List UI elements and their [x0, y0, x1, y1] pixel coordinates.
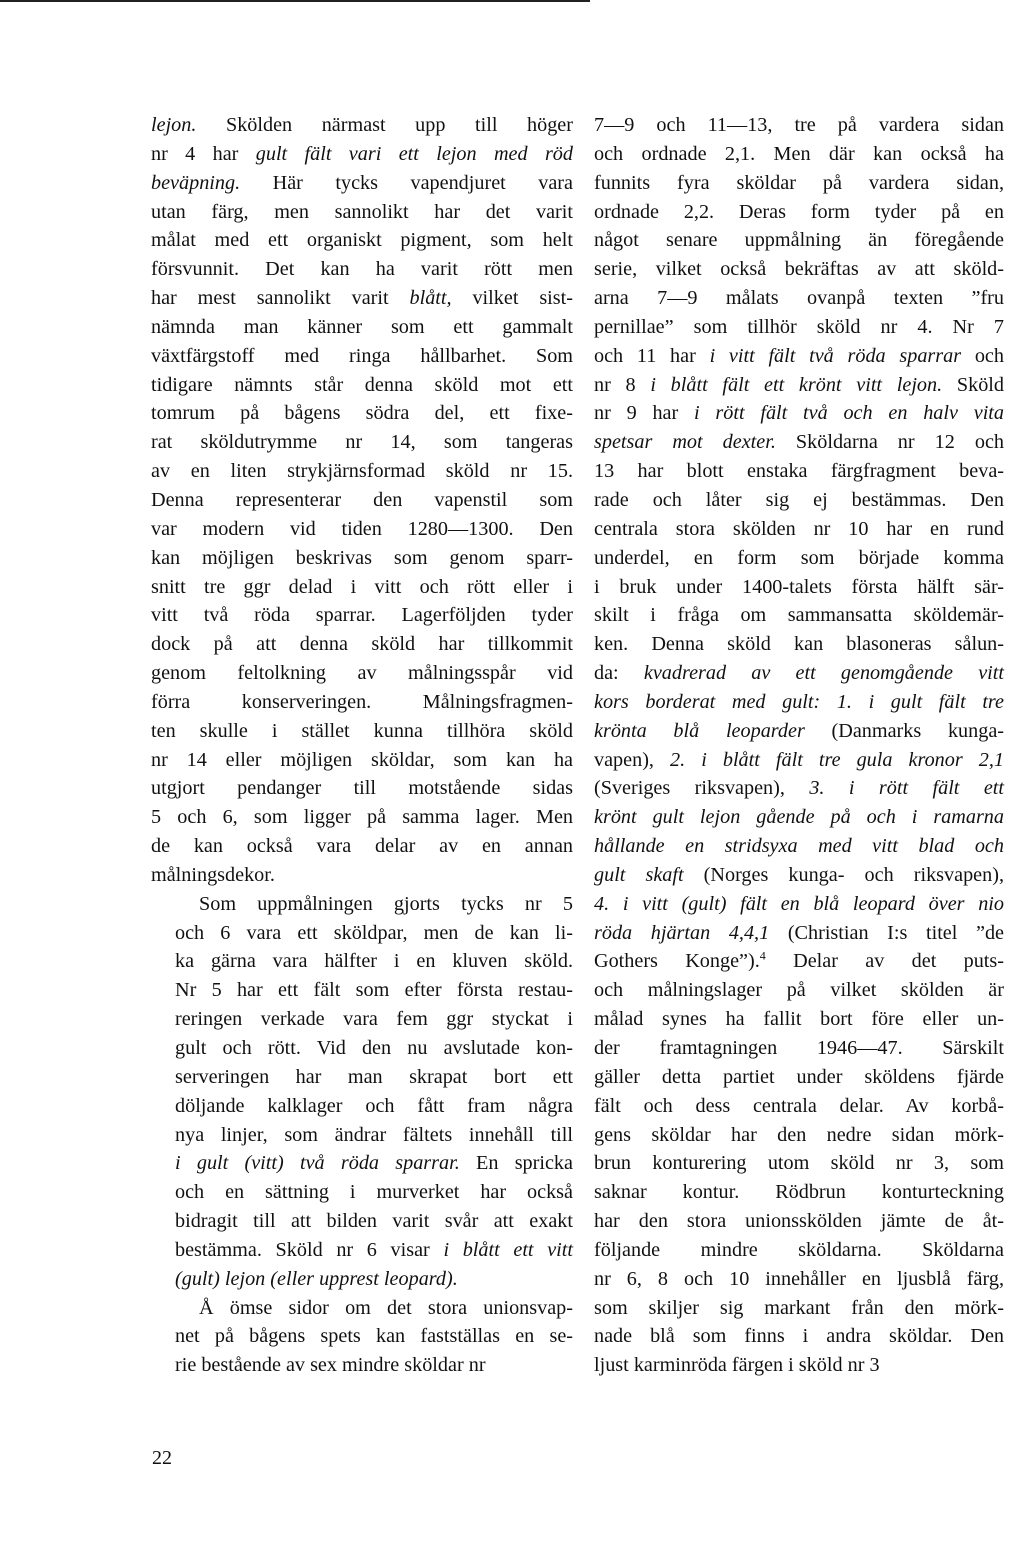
text-line — [594, 226, 1004, 255]
text-line — [594, 688, 1004, 717]
text-line — [594, 1322, 1004, 1351]
paragraph — [151, 111, 573, 890]
text-run: målningsdekor. — [151, 863, 275, 886]
text-run: försvunnit. Det kan ha varit rött men — [151, 258, 573, 281]
text-run: ljust karminröda färgen i sköld nr 3 — [594, 1354, 880, 1377]
text-line — [151, 1265, 573, 1294]
text-line — [594, 544, 1004, 573]
text-run: var modern vid tiden 1280—1300. Den — [151, 517, 573, 540]
text-run: Som uppmålningen gjorts tycks nr 5 — [199, 892, 573, 915]
text-run: och 6 vara ett sköldpar, men de kan li- — [175, 921, 573, 944]
text-run: nr 8 — [594, 373, 651, 396]
text-run: nr 6, 8 och 10 innehåller en ljusblå färg, — [594, 1267, 1004, 1290]
text-line — [151, 140, 573, 169]
text-line — [594, 1149, 1004, 1178]
text-line — [594, 1265, 1004, 1294]
text-line — [594, 1034, 1004, 1063]
text-run: de kan också vara delar av en annan — [151, 835, 573, 858]
text-run: följande mindre sköldarna. Sköldarna — [594, 1238, 1004, 1261]
text-line — [594, 486, 1004, 515]
text-run: kan möjligen beskrivas som genom sparr- — [151, 546, 573, 569]
text-line — [151, 399, 573, 428]
text-run: nr 9 har — [594, 402, 695, 425]
text-run: gult skaft — [594, 863, 684, 886]
paragraph — [151, 890, 573, 1294]
text-run: nr 4 har — [151, 142, 256, 165]
text-line — [151, 1178, 573, 1207]
text-run: gult fält vari ett lejon med röd — [255, 142, 573, 165]
text-line — [151, 1322, 573, 1351]
text-line — [594, 803, 1004, 832]
text-line — [594, 342, 1004, 371]
text-line — [594, 255, 1004, 284]
right-column — [594, 111, 1004, 1380]
text-run: vapen), — [594, 748, 671, 771]
text-line — [594, 169, 1004, 198]
text-line — [151, 774, 573, 803]
text-run: (Danmarks kunga- — [804, 719, 1004, 742]
text-run: snitt tre ggr delad i vitt och rött eller i — [151, 575, 573, 598]
text-line — [151, 198, 573, 227]
text-line — [151, 255, 573, 284]
text-run: Sköldarna nr 12 och — [775, 431, 1004, 454]
text-line — [594, 1351, 1004, 1380]
text-run: Delar av det puts- — [765, 950, 1004, 973]
text-line — [151, 1034, 573, 1063]
text-run: i blått fält ett krönt vitt lejon. — [650, 373, 943, 396]
text-run: Här tycks vapendjuret vara — [240, 171, 573, 194]
text-run: nya linjer, som ändrar fältets innehåll till — [175, 1123, 573, 1146]
text-run: fält och dess centrala delar. Av korbå- — [594, 1094, 1004, 1117]
text-run: rie bestående av sex mindre sköldar nr — [175, 1354, 486, 1377]
paragraph — [151, 1294, 573, 1381]
text-run: och ordnade 2,1. Men där kan också ha — [594, 142, 1004, 165]
text-line — [594, 717, 1004, 746]
text-line — [594, 1063, 1004, 1092]
text-line — [151, 919, 573, 948]
text-run: och 11 har — [594, 344, 710, 367]
text-run: 3. i rött fält ett — [809, 777, 1004, 800]
text-run: En spricka — [459, 1152, 573, 1175]
text-run: tidigare nämnts står denna sköld mot ett — [151, 373, 573, 396]
paragraph — [594, 111, 1004, 1380]
text-line — [151, 659, 573, 688]
text-run: röda hjärtan 4,4,1 — [594, 921, 770, 944]
text-run: Å ömse sidor om det stora unionsvap- — [199, 1296, 573, 1319]
text-line — [594, 1092, 1004, 1121]
text-run: centrala stora skölden nr 10 har en rund — [594, 517, 1004, 540]
text-run: underdel, en form som började komma — [594, 546, 1004, 569]
text-line — [151, 573, 573, 602]
text-line — [594, 1236, 1004, 1265]
text-line — [594, 1178, 1004, 1207]
text-run: (gult) lejon (eller upprest leopard). — [175, 1267, 458, 1290]
text-run: nämnda man känner som ett gammalt — [151, 315, 573, 338]
left-column — [151, 111, 573, 1380]
text-run: kvadrerad av ett genomgående vitt — [643, 662, 1004, 685]
text-line — [151, 890, 573, 919]
text-run: i rött fält två och en halv vita — [694, 402, 1005, 425]
text-line — [151, 342, 573, 371]
text-line — [594, 919, 1004, 948]
text-line — [151, 976, 573, 1005]
text-line — [594, 1207, 1004, 1236]
text-run: i bruk under 1400-talets första hälft sär- — [594, 575, 1004, 598]
text-run: har den stora unionsskölden jämte de åt- — [594, 1210, 1004, 1233]
text-line — [594, 746, 1004, 775]
text-run: i vitt fält två röda sparrar — [709, 344, 962, 367]
top-rule — [0, 0, 590, 2]
text-run: (Christian I:s titel ”de — [769, 921, 1004, 944]
text-run: ten skulle i stället kunna tillhöra sköld — [151, 719, 573, 742]
text-run: 2. i blått fält tre gula kronor 2,1 — [670, 748, 1004, 771]
text-run: Sköld — [942, 373, 1004, 396]
text-run: blått, — [409, 287, 452, 310]
text-run: reringen verkade vara fem ggr styckat i — [175, 1008, 573, 1031]
text-line — [151, 1149, 573, 1178]
text-run: serveringen har man skrapat bort ett — [175, 1065, 573, 1088]
text-run: da: — [594, 662, 644, 685]
text-line — [594, 457, 1004, 486]
text-run: arna 7—9 målats ovanpå texten ”fru — [594, 287, 1004, 310]
text-run: Skölden närmast upp till höger — [196, 114, 573, 136]
text-line — [594, 601, 1004, 630]
text-line — [594, 371, 1004, 400]
text-run: och en sättning i murverket har också — [175, 1181, 573, 1204]
text-run: och — [961, 344, 1004, 367]
text-run: nade blå som finns i andra sköldar. Den — [594, 1325, 1004, 1348]
page-number: 22 — [152, 1447, 172, 1469]
text-run: tomrum på bågens södra del, ett fixe- — [151, 402, 573, 425]
text-run: Gothers Konge”). — [594, 950, 760, 973]
text-run: nr 14 eller möjligen sköldar, som kan ha — [151, 748, 573, 771]
text-line — [594, 198, 1004, 227]
text-run: har mest sannolikt varit — [151, 287, 410, 310]
text-line — [594, 1005, 1004, 1034]
text-line — [151, 1005, 573, 1034]
text-line — [151, 486, 573, 515]
text-line — [151, 861, 573, 890]
text-run: något senare uppmålning än föregående — [594, 229, 1004, 252]
text-run: der framtagningen 1946—47. Särskilt — [594, 1037, 1004, 1059]
footnote-ref: 4 — [759, 948, 766, 963]
text-line — [151, 1207, 573, 1236]
text-run: i gult (vitt) två röda sparrar. — [175, 1152, 460, 1175]
text-line — [151, 630, 573, 659]
text-run: kors borderat med gult: 1. i gult fält tre — [594, 690, 1004, 713]
text-line — [594, 630, 1004, 659]
text-run: rade och låter sig ej bestämmas. Den — [594, 488, 1004, 511]
text-run: döljande kalklager och fått fram några — [175, 1094, 573, 1117]
text-run: av en liten strykjärnsformad sköld nr 15. — [151, 460, 573, 483]
text-run: skilt i fråga om sammansatta sköldemär- — [594, 604, 1004, 627]
text-run: serie, vilket också bekräftas av att sköld- — [594, 258, 1004, 281]
text-run: pernillae” som tillhör sköld nr 4. Nr 7 — [594, 315, 1004, 338]
text-run: 5 och 6, som ligger på samma lager. Men — [151, 806, 573, 829]
text-run: gens sköldar har den nedre sidan mörk- — [594, 1123, 1004, 1146]
text-run: gäller detta partiet under sköldens fjärde — [594, 1065, 1004, 1088]
text-line — [151, 428, 573, 457]
text-run: förra konserveringen. Målningsfragmen- — [151, 690, 573, 713]
text-line — [594, 428, 1004, 457]
text-line — [151, 111, 573, 140]
text-run: 13 har blott enstaka färgfragment beva- — [594, 460, 1004, 483]
text-run: beväpning. — [151, 171, 241, 194]
text-run: och målningslager på vilket skölden är — [594, 979, 1004, 1002]
text-line — [151, 1351, 573, 1380]
text-run: 4. i vitt (gult) fält en blå leopard över nio — [594, 892, 1004, 915]
text-run: bidragit till att bilden varit svår att exakt — [175, 1210, 573, 1233]
text-line — [594, 111, 1004, 140]
text-line — [151, 284, 573, 313]
text-line — [151, 313, 573, 342]
text-run: ordnade 2,2. Deras form tyder på en — [594, 200, 1004, 223]
text-line — [594, 1121, 1004, 1150]
text-line — [151, 1092, 573, 1121]
text-line — [594, 890, 1004, 919]
text-run: gult och rött. Vid den nu avslutade kon- — [175, 1037, 573, 1059]
text-line — [151, 457, 573, 486]
text-line — [151, 371, 573, 400]
text-run: i blått ett vitt — [443, 1238, 573, 1261]
text-run: ka gärna vara hälfter i en kluven sköld. — [175, 950, 573, 973]
text-run: krönt gult lejon gående på och i ramarna — [594, 806, 1004, 829]
text-line — [151, 947, 573, 976]
text-run: lejon. — [151, 114, 197, 136]
text-line — [151, 688, 573, 717]
text-run: Denna representerar den vapenstil som — [151, 488, 573, 511]
text-run: genom feltolkning av målningsspår vid — [151, 662, 573, 685]
text-line — [594, 947, 1004, 976]
text-run: saknar kontur. Rödbrun konturteckning — [594, 1181, 1004, 1204]
text-run: bestämma. Sköld nr 6 visar — [175, 1238, 444, 1261]
text-line — [151, 515, 573, 544]
text-line — [151, 717, 573, 746]
text-run: målat med ett organiskt pigment, som helt — [151, 229, 573, 252]
text-run: (Norges kunga- och riksvapen), — [683, 863, 1004, 886]
text-run: målad synes ha fallit bort före eller un- — [594, 1008, 1004, 1031]
text-run: ken. Denna sköld kan blasoneras sålun- — [594, 633, 1004, 656]
text-line — [594, 284, 1004, 313]
text-run: som skiljer sig markant från den mörk- — [594, 1296, 1004, 1319]
text-line — [151, 601, 573, 630]
text-line — [594, 1294, 1004, 1323]
text-run: spetsar mot dexter. — [594, 431, 776, 454]
text-line — [594, 399, 1004, 428]
text-line — [151, 1121, 573, 1150]
text-line — [594, 140, 1004, 169]
text-run: rat sköldutrymme nr 14, som tangeras — [151, 431, 573, 454]
text-line — [594, 313, 1004, 342]
text-run: dock på att denna sköld har tillkommit — [151, 633, 573, 656]
text-line — [594, 774, 1004, 803]
text-run: funnits fyra sköldar på vardera sidan, — [594, 171, 1004, 194]
text-run: hållande en stridsyxa med vitt blad och — [594, 835, 1004, 858]
text-line — [594, 861, 1004, 890]
text-run: vitt två röda sparrar. Lagerföljden tyder — [151, 604, 573, 627]
text-run: Nr 5 har ett fält som efter första restau- — [175, 979, 573, 1002]
text-line — [594, 659, 1004, 688]
text-line — [594, 976, 1004, 1005]
text-run: net på bågens spets kan fastställas en se- — [175, 1325, 573, 1348]
text-line — [151, 746, 573, 775]
text-run: växtfärgstoff med ringa hållbarhet. Som — [151, 344, 573, 367]
text-line — [151, 803, 573, 832]
text-run: krönta blå leoparder — [594, 719, 805, 742]
text-run: vilket sist- — [451, 287, 573, 310]
text-line — [594, 515, 1004, 544]
text-line — [151, 1236, 573, 1265]
text-line — [151, 832, 573, 861]
text-run: utgjort pendanger till motstående sidas — [151, 777, 573, 800]
text-run: utan färg, men sannolikt har det varit — [151, 200, 573, 223]
text-line — [151, 169, 573, 198]
text-line — [594, 573, 1004, 602]
text-line — [151, 544, 573, 573]
text-line — [594, 832, 1004, 861]
text-line — [151, 1294, 573, 1323]
text-run: brun konturering utom sköld nr 3, som — [594, 1152, 1004, 1175]
text-line — [151, 1063, 573, 1092]
text-line — [151, 226, 573, 255]
text-run: 7—9 och 11—13, tre på vardera sidan — [594, 114, 1004, 136]
text-run: (Sveriges riksvapen), — [594, 777, 810, 800]
